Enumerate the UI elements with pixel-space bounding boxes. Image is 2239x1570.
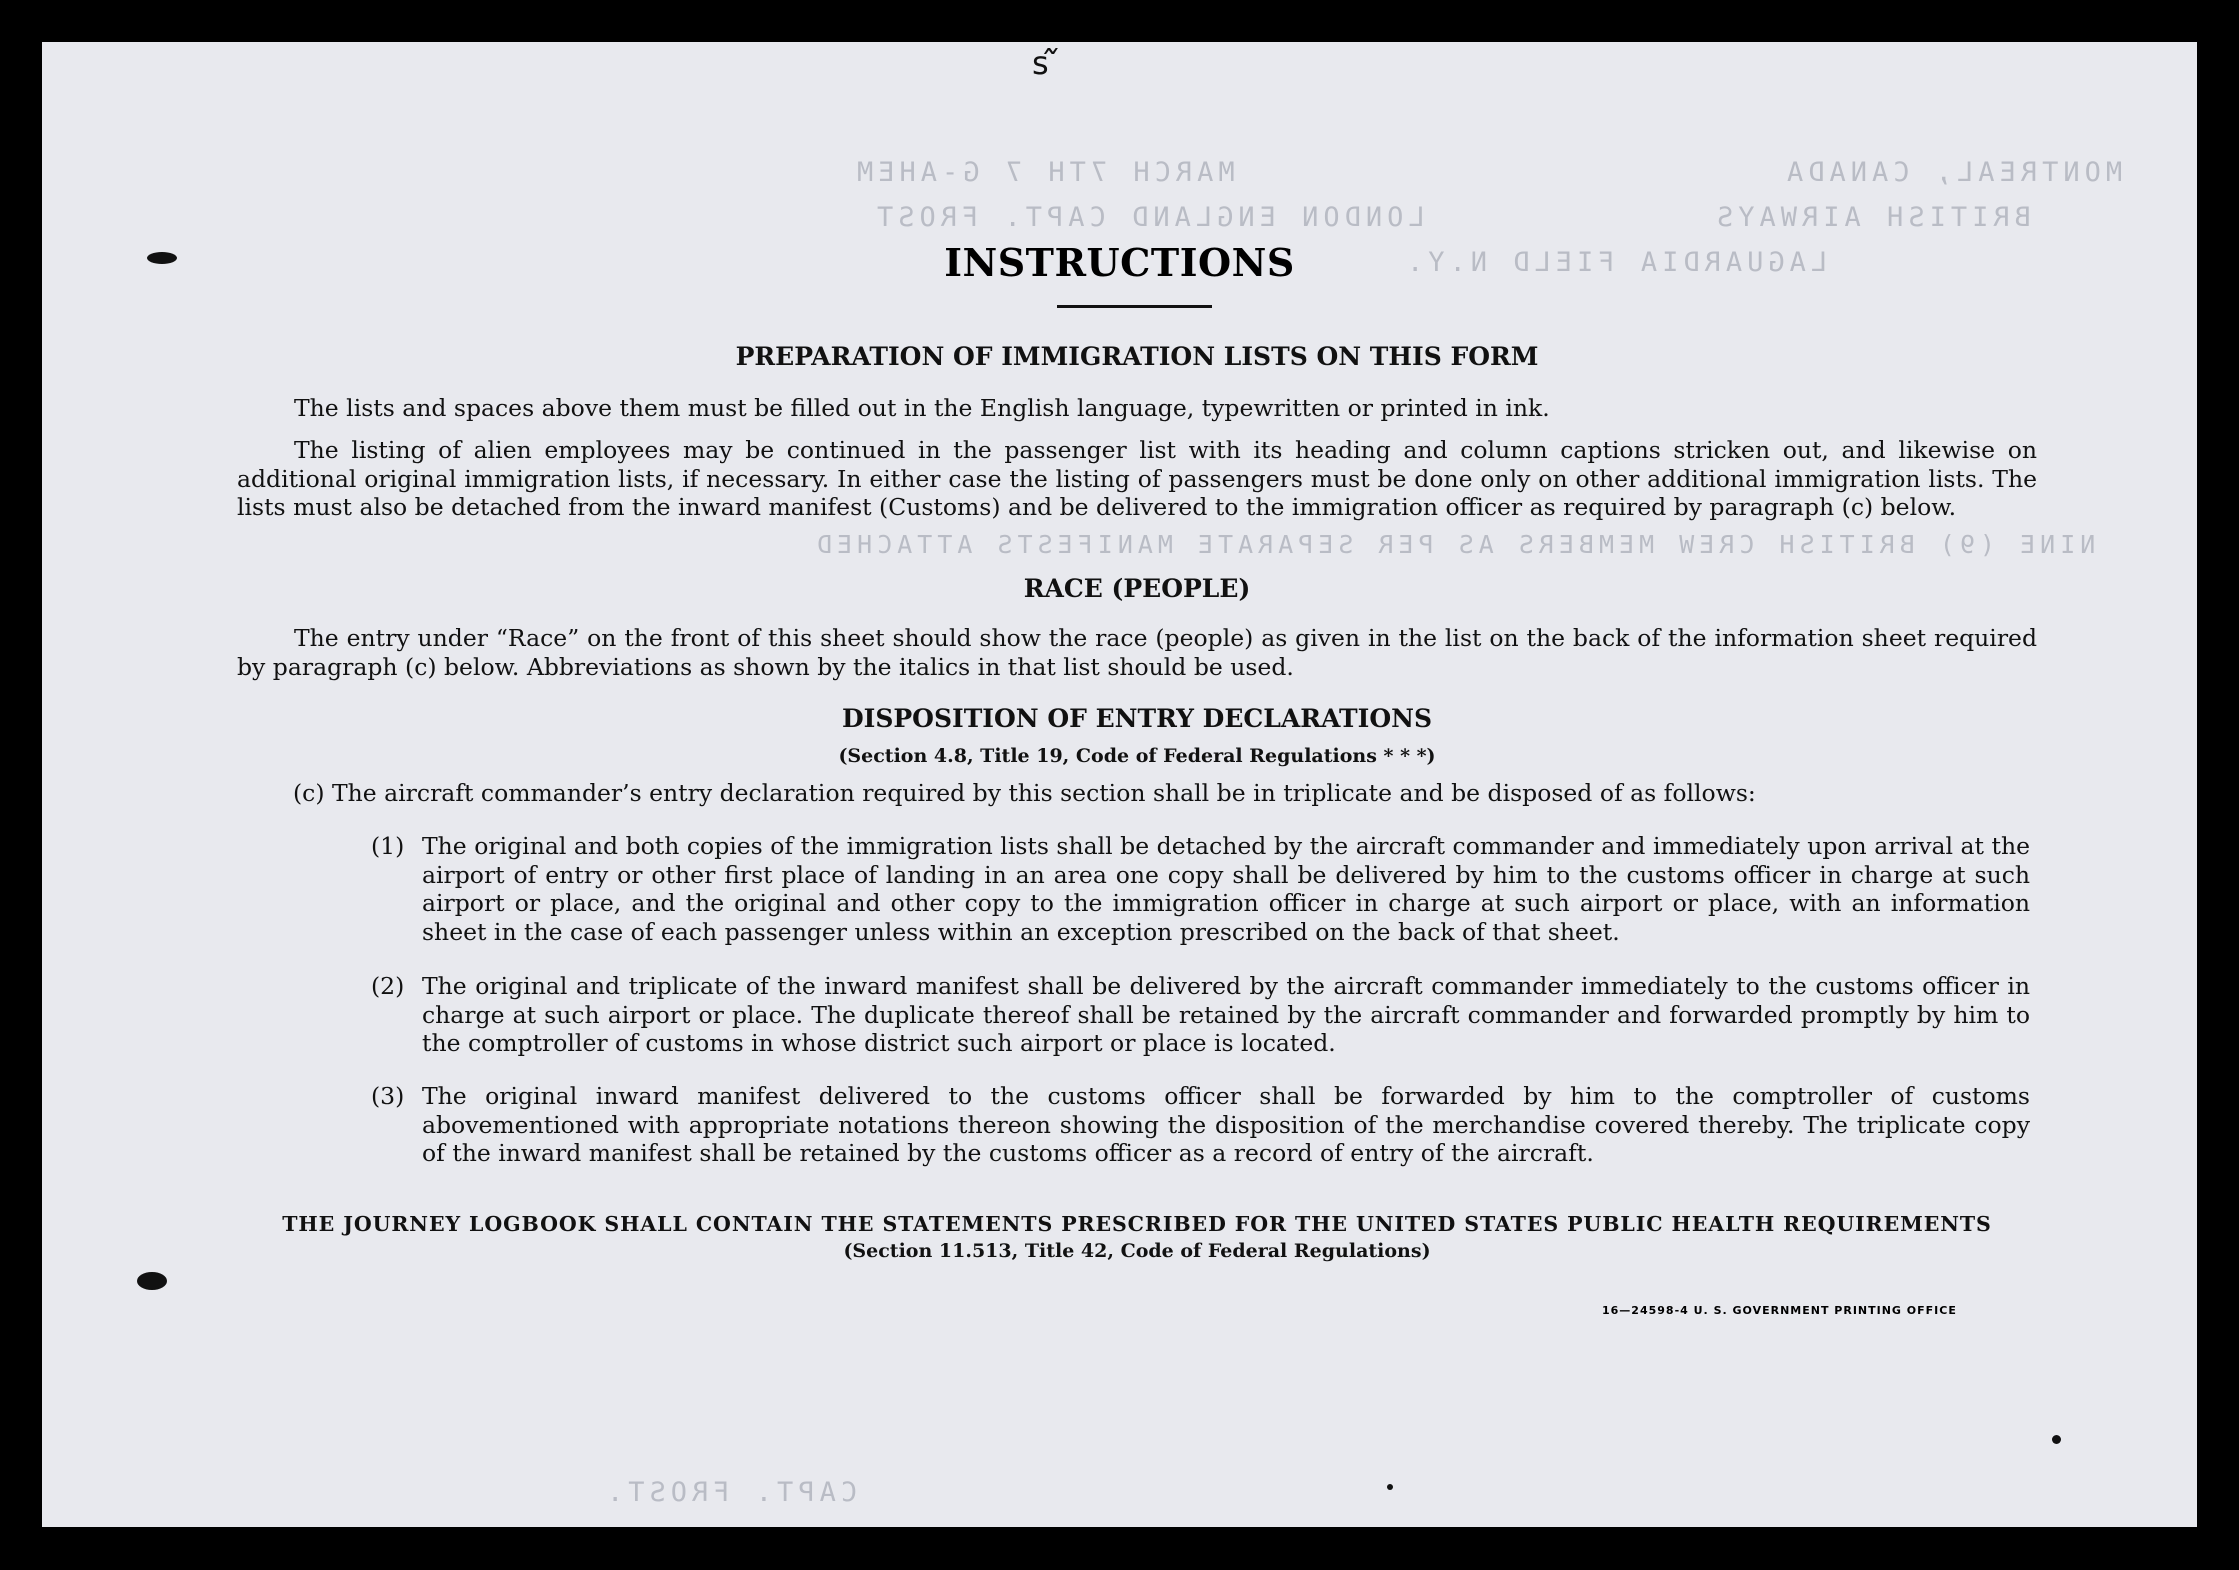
list-item-text: The original and triplicate of the inward manifest shall be delivered by the aircraft commander immediately to the customs officer in charge at such airport or place. The duplicate thereof shall be retained by the aircraft commander and forwarded promptly by him to the comptroller of customs in whose district such airport or place is located. xyxy=(422,972,2030,1057)
ink-blot xyxy=(2052,1435,2061,1444)
ink-blot xyxy=(1387,1484,1393,1490)
list-item-number: (2) xyxy=(371,972,405,1000)
list-item-text: The original and both copies of the immigration lists shall be detached by the aircraft commander and immediately upon arrival at the airport of entry or other first place of landing in an area one copy shall be delivered by him to the customs officer in charge at such airport or place, and the original and other copy to the immigration officer in charge at such airport or place, with an information sheet in the case of each passenger unless within an exception prescribed on the back of that sheet. xyxy=(422,832,2030,946)
paragraph: The entry under “Race” on the front of this sheet should show the race (people) as given in the list on the back of the information sheet required by paragraph (c) below. Abbreviations as shown by the italics in that list should be used. xyxy=(237,624,2037,681)
bleed-through-text: MARCH 7TH 7 G-AHEM xyxy=(852,157,1235,188)
footer-requirement: THE JOURNEY LOGBOOK SHALL CONTAIN THE STATEMENTS PRESCRIBED FOR THE UNITED STATES PUBLIC HEALTH REQUIREMENTS xyxy=(282,1212,1992,1236)
bleed-through-text: MONTREAL, CANADA xyxy=(1782,157,2123,188)
bleed-through-text: BRITISH AIRWAYS xyxy=(1712,202,2031,233)
section-heading: DISPOSITION OF ENTRY DECLARATIONS xyxy=(841,704,1433,733)
list-item xyxy=(371,1082,2030,1168)
list-item xyxy=(371,972,2030,1058)
paragraph: The lists and spaces above them must be filled out in the English language, typewritten or printed in ink. xyxy=(294,394,1550,422)
bleed-through-text: NINE (9) BRITISH CREW MEMBERS AS PER SEPARATE MANIFESTS ATTACHED xyxy=(812,530,2096,559)
page-mark: ꜱ ᷉ xyxy=(1032,44,1059,82)
list-item-number: (1) xyxy=(371,832,405,860)
bleed-through-text: CAPT. FROST. xyxy=(602,1477,858,1508)
paragraph: The listing of alien employees may be continued in the passenger list with its heading and column captions stricken out, and likewise on additional original immigration lists, if necessary. In either case the listing of passengers must be done only on other additional immigration lists. The lists must also be detached from the inward manifest (Customs) and be delivered to the immigration officer as required by paragraph (c) below. xyxy=(237,436,2037,521)
document-page xyxy=(42,42,2197,1527)
page-title: INSTRUCTIONS xyxy=(944,240,1295,285)
paragraph: (c) The aircraft commander’s entry declaration required by this section shall be in triplicate and be disposed of as follows: xyxy=(293,779,1756,807)
list-item-text: The original inward manifest delivered to the customs officer shall be forwarded by him to the comptroller of customs abovementioned with appropriate notations thereon showing the disposition of the merchandise covered thereby. The triplicate copy of the inward manifest shall be retained by the customs officer as a record of entry of the aircraft. xyxy=(422,1082,2030,1167)
section-heading: PREPARATION OF IMMIGRATION LISTS ON THIS FORM xyxy=(735,342,1539,371)
list-item-number: (3) xyxy=(371,1082,405,1110)
printer-imprint: 16—24598‑4 U. S. GOVERNMENT PRINTING OFFICE xyxy=(1602,1304,1957,1317)
footer-citation: (Section 11.513, Title 42, Code of Federal Regulations) xyxy=(843,1240,1431,1262)
bleed-through-text: LAGUARDIA FIELD N.Y. xyxy=(1402,247,1828,278)
section-subheading: (Section 4.8, Title 19, Code of Federal Regulations * * *) xyxy=(838,745,1436,767)
bleed-through-text: LONDON ENGLAND CAPT. FROST xyxy=(872,202,1425,233)
ink-blot xyxy=(137,1272,167,1290)
title-underline xyxy=(1057,305,1212,308)
section-heading: RACE (PEOPLE) xyxy=(1023,574,1251,603)
list-item xyxy=(371,832,2030,946)
